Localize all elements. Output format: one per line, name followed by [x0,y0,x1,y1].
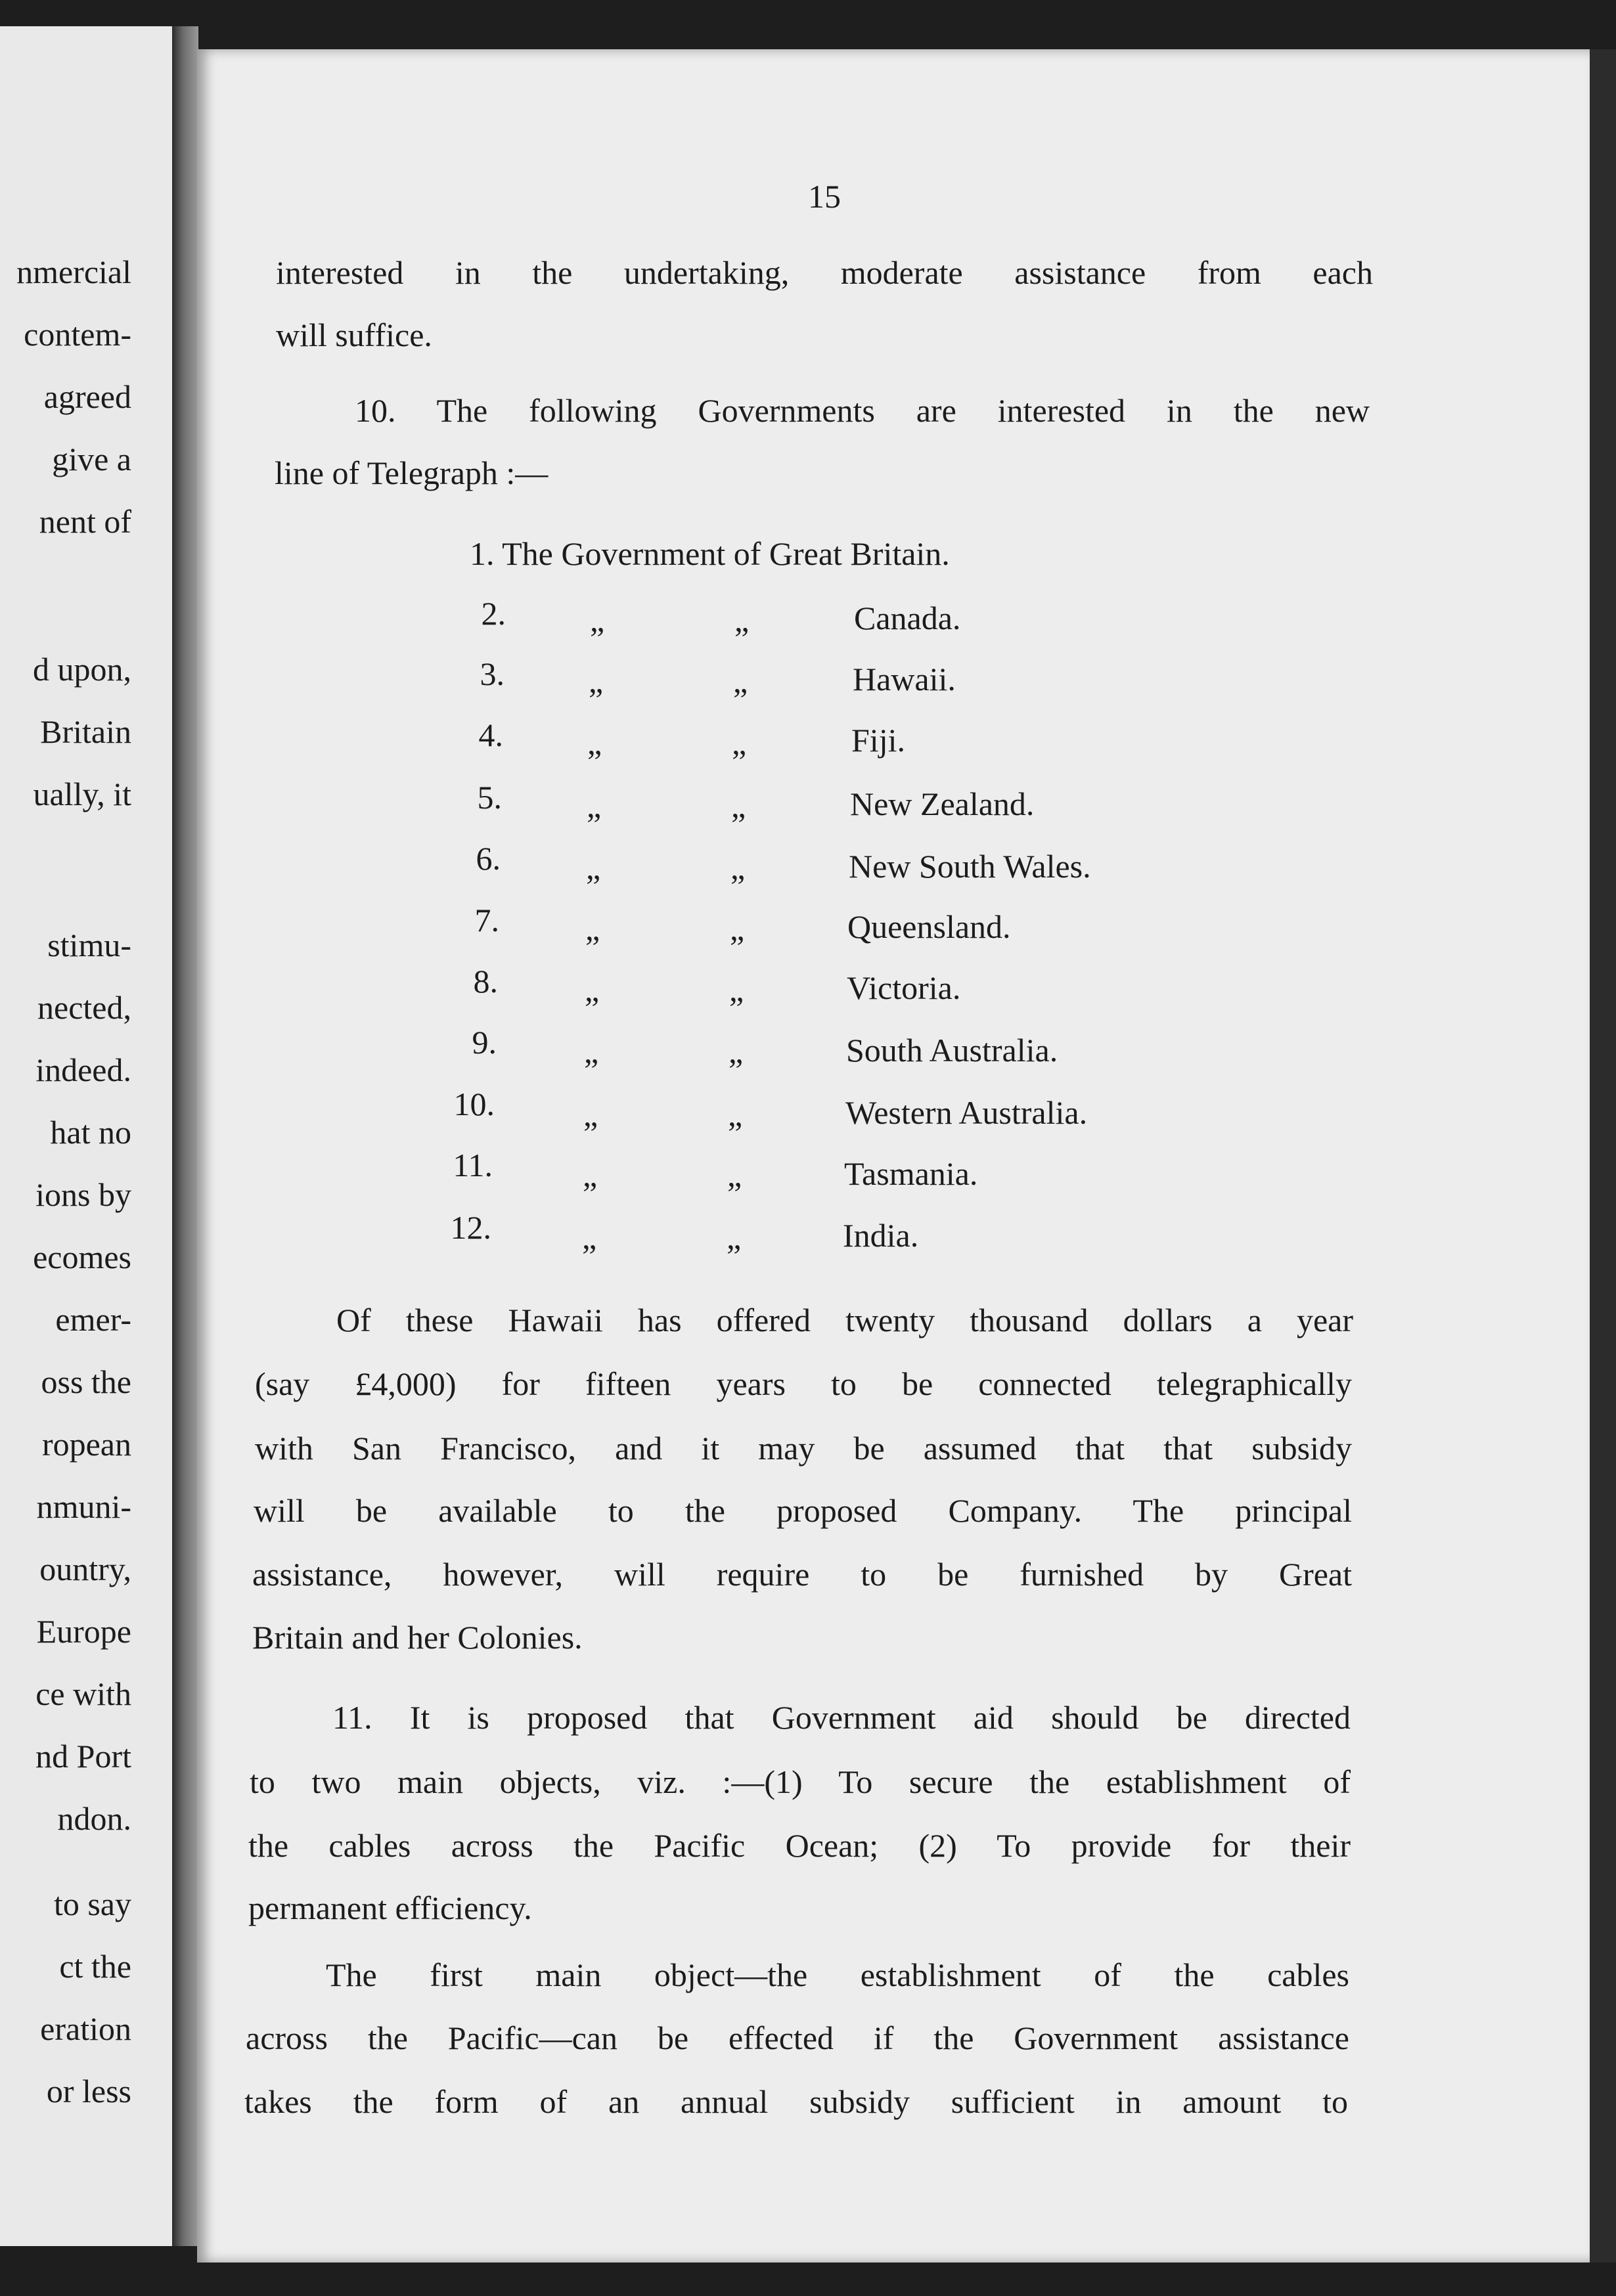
list-number: 11. [453,1147,493,1183]
ditto-mark: „ [583,1096,598,1133]
margin-fragment: ce with [35,1675,131,1712]
margin-fragment: nmercial [16,254,131,290]
list-number: 3. [480,655,505,692]
hawaii-paragraph-line: Of these Hawaii has offered twenty thousand dollars a year [336,1302,1353,1338]
government-name: Hawaii. [853,661,956,697]
government-name: New South Wales. [849,848,1091,885]
ditto-mark: „ [728,1096,743,1133]
list-number: 6. [476,840,501,877]
margin-fragment: agreed [43,378,131,415]
government-name: Fiji. [851,722,905,759]
paragraph-11-line: 11. It is proposed that Government aid should be directed [332,1699,1351,1736]
ditto-mark: „ [586,849,601,886]
government-list-first: 1. The Government of Great Britain. [470,535,950,572]
margin-fragment: ndon. [57,1800,131,1837]
book-gutter [172,26,198,2246]
page-number: 15 [808,178,841,215]
ditto-mark: „ [585,971,600,1008]
ditto-mark: „ [589,663,604,699]
government-name: Western Australia. [845,1094,1088,1131]
hawaii-paragraph-line: (say £4,000) for fifteen years to be connected telegraphically [255,1365,1352,1402]
ditto-mark: „ [730,910,745,947]
margin-fragment: nmuni- [36,1488,131,1525]
paragraph-11-line: permanent efficiency. [248,1889,532,1926]
hawaii-paragraph-line: Britain and her Colonies. [252,1619,583,1656]
margin-fragment: oss the [41,1363,131,1400]
paragraph-10-line: 10. The following Governments are interested in the new [355,392,1370,429]
ditto-mark: „ [731,787,746,824]
margin-fragment: indeed. [35,1051,131,1088]
first-object-line: across the Pacific—can be effected if the Government assistance [246,2020,1349,2056]
government-name: New Zealand. [850,785,1035,822]
hawaii-paragraph-line: will be available to the proposed Company. The principal [254,1492,1352,1529]
margin-fragment: ually, it [33,776,131,812]
ditto-mark: „ [734,602,750,638]
margin-fragment: eration [40,2010,131,2047]
margin-fragment: ions by [35,1176,131,1213]
ditto-mark: „ [729,1033,744,1070]
margin-fragment: ct the [59,1948,131,1985]
body-line: interested in the undertaking, moderate assistance from each [276,254,1373,291]
ditto-mark: „ [585,910,600,947]
margin-fragment: ountry, [39,1551,131,1587]
list-number: 9. [472,1024,497,1061]
margin-fragment: Europe [36,1613,131,1650]
government-name: South Australia. [846,1032,1058,1069]
margin-fragment: or less [46,2073,131,2109]
list-number: 10. [453,1086,495,1122]
margin-fragment: stimu- [47,927,131,963]
margin-fragment: ropean [41,1426,131,1463]
ditto-mark: „ [584,1033,599,1070]
list-number: 4. [478,717,503,753]
ditto-mark: „ [727,1219,742,1256]
ditto-mark: „ [590,602,605,638]
scan-border [1590,49,1616,2263]
margin-fragment: Britain [40,713,131,750]
margin-fragment: give a [52,441,131,477]
margin-fragment: nent of [39,503,131,540]
list-number: 5. [477,779,502,816]
ditto-mark: „ [733,663,748,699]
body-line: will suffice. [276,317,432,353]
paragraph-11-line: the cables across the Pacific Ocean; (2) To provide for their [248,1827,1351,1864]
ditto-mark: „ [727,1157,742,1193]
list-number: 8. [473,963,498,1000]
hawaii-paragraph-line: assistance, however, will require to be furnished by Great [252,1556,1352,1593]
first-object-line: takes the form of an annual subsidy sufficient in amount to [244,2083,1348,2120]
first-object-line: The first main object—the establishment of the cables [326,1956,1349,1993]
hawaii-paragraph-line: with San Francisco, and it may be assumed that that subsidy [255,1430,1352,1467]
margin-fragment: nd Port [35,1738,131,1775]
margin-fragment: hat no [50,1114,131,1151]
margin-fragment: to say [53,1886,131,1922]
margin-fragment: ecomes [33,1239,131,1275]
paragraph-10-line: line of Telegraph :— [275,454,549,491]
margin-fragment: contem- [24,316,131,353]
list-number: 7. [474,902,499,938]
margin-fragment: nected, [37,989,131,1026]
ditto-mark: „ [583,1157,598,1193]
list-number: 2. [481,595,506,632]
ditto-mark: „ [730,849,746,886]
government-name: Victoria. [847,969,961,1006]
facing-page-fragment [0,26,172,2246]
ditto-mark: „ [729,971,744,1008]
ditto-mark: „ [587,787,602,824]
ditto-mark: „ [582,1219,597,1256]
margin-fragment: emer- [55,1301,131,1338]
government-name: India. [843,1217,919,1254]
margin-fragment: d upon, [33,651,131,688]
government-name: Queensland. [847,908,1011,945]
government-name: Tasmania. [844,1155,978,1192]
paragraph-11-line: to two main objects, viz. :—(1) To secure the establishment of [250,1763,1351,1800]
government-name: Canada. [854,600,961,636]
ditto-mark: „ [587,724,602,761]
list-number: 12. [450,1209,491,1246]
ditto-mark: „ [732,724,747,761]
